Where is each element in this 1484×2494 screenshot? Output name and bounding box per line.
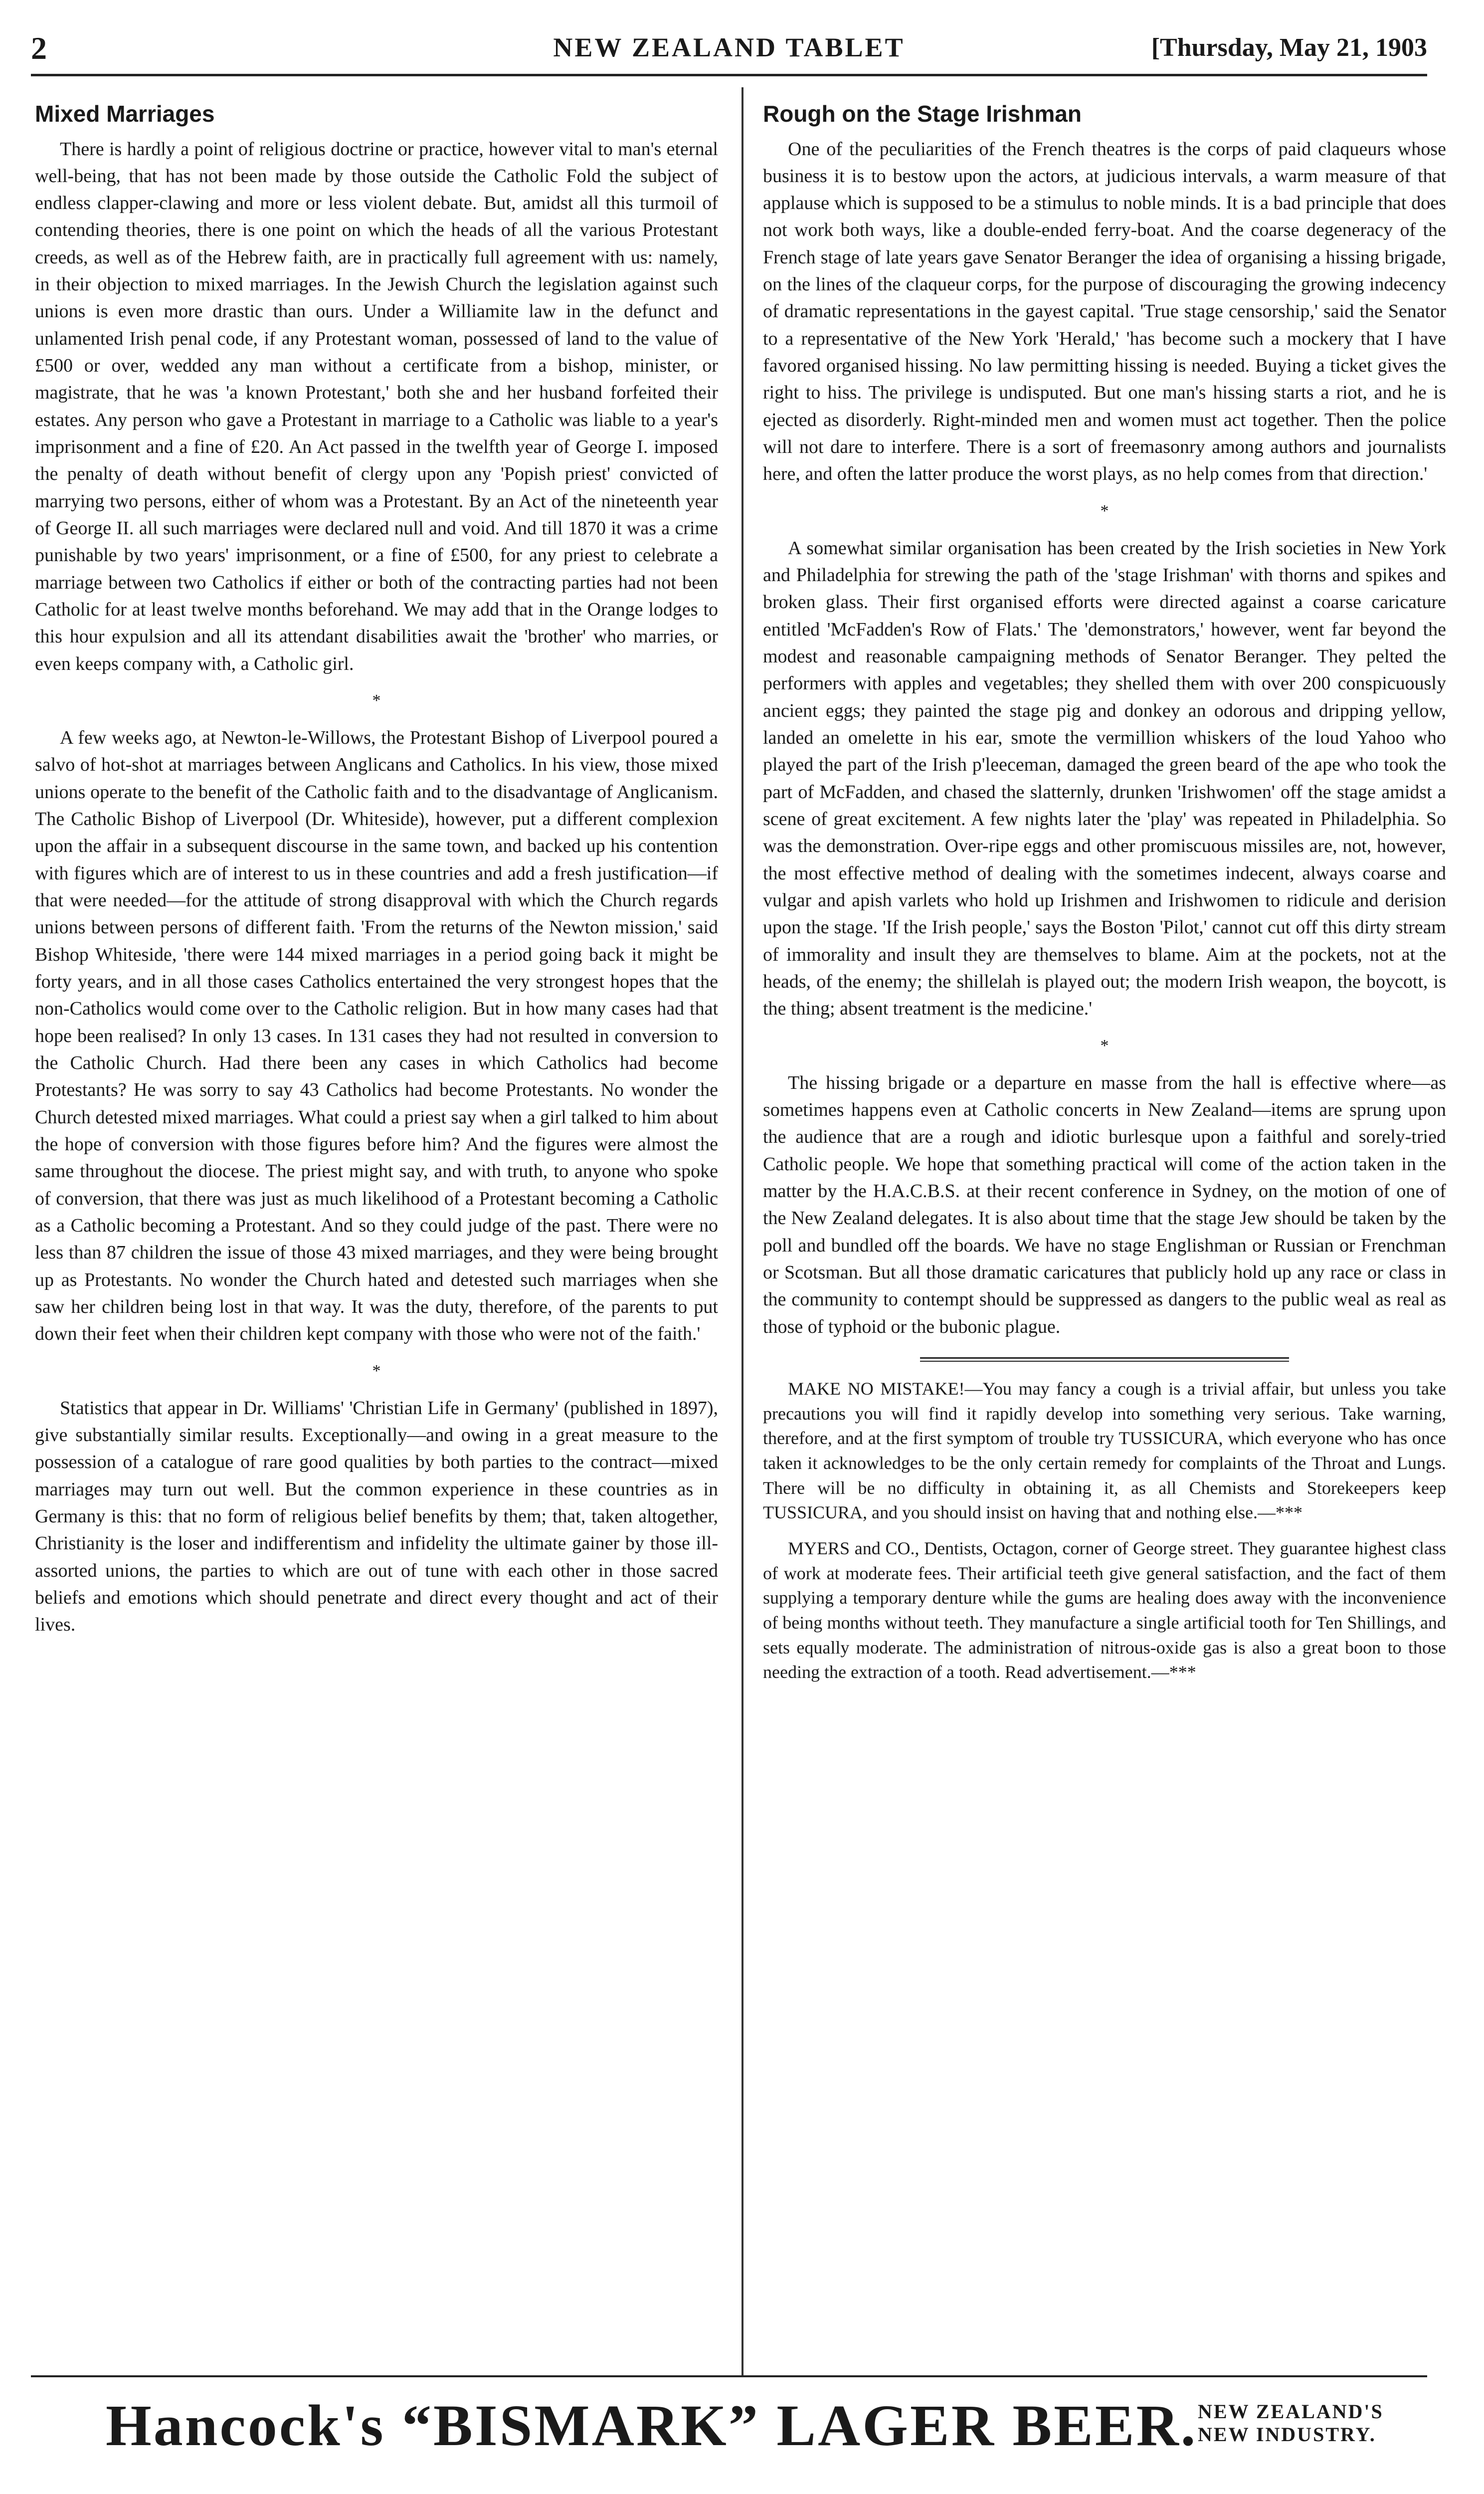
notice-myers-dentists: MYERS and CO., Dentists, Octagon, corner of George street. They guarantee highest class of work at moderate fees. Their artificial teeth give general satisfaction, and the fact of them supplying a temporary denture while the gums are healing does away with the inconvenience of being months without teeth. They manufacture a single artificial tooth for Ten Shillings, and sets equally moderate. The administration of nitrous-oxide gas is also a great boon to those needing the extraction of a tooth. Read advertisement.—*** (763, 1538, 1446, 1682)
footer-rule (31, 2375, 1427, 2377)
column-divider (742, 87, 743, 2377)
issue-date: [Thursday, May 21, 1903 (1151, 33, 1427, 62)
section-ornament: * (1100, 501, 1109, 520)
footer-advertisement (31, 2389, 1427, 2479)
header-rule (31, 74, 1427, 76)
article-paragraph: Statistics that appear in Dr. Williams' 'Christian Life in Germany' (published in 1897), give substantially similar results. Exceptionally—and owing in a great measure to the possession of a catalogue of rare good qualities by both parties to the contract—mixed marriages may turn out well. But the common experience in these countries as in Germany is this: that no form of religious belief benefits by them; that, taken altogether, Christianity is the loser and indifferentism and infidelity the ultimate gainer by those ill-assorted unions, the parties to which are out of tune with each other in those sacred beliefs and emotions which should penetrate and direct every thought and act of their lives. (35, 1397, 718, 1636)
section-ornament: * (1100, 1036, 1109, 1055)
newspaper-title: NEW ZEALAND TABLET (553, 32, 905, 62)
ad-headline: Hancock's “BISMARK” LAGER BEER. (106, 2393, 1198, 2458)
ad-tagline-line2: NEW INDUSTRY. (1198, 2423, 1376, 2446)
notice-separator-rule (920, 1357, 1289, 1362)
article-paragraph: There is hardly a point of religious doctrine or practice, however vital to man's eternal well-being, that has not been made by those outside the Catholic Fold the subject of endless clapper-clawing and more or less violent debate. But, amidst all this turmoil of contending theories, there is one point on which the heads of all the various Protestant creeds, as well as of the Hebrew faith, are in practically full agreement with us: namely, in their objection to mixed marriages. In the Jewish Church the legislation against such unions is even more drastic than ours. Under a Williamite law in the defunct and unlamented Irish penal code, if any Protestant woman, possessed of land to the value of £500 or over, wedded any man without a certificate from a bishop, minister, or magistrate, that he was 'a known Protestant,' both she and her husband forfeited their estates. Any person who gave a Protestant in marriage to a Catholic was liable to a year's imprisonment and a fine of £20. An Act passed in the twelfth year of George I. imposed the penalty of death without benefit of clergy upon any 'Popish priest' convicted of marrying two persons, either of whom was a Protestant. By an Act of the nineteenth year of George II. all such marriages were declared null and void. And till 1870 it was a crime punishable by two years' imprisonment, or a fine of £500, for any priest to celebrate a marriage between two Catholics if either or both of the contracting parties had not been Catholic for at least twelve months beforehand. We may add that in the Orange lodges to this hour expulsion and all its attendant disabilities await the 'brother' who marries, or even keeps company with, a Catholic girl. (35, 138, 718, 674)
article-paragraph: A somewhat similar organisation has been created by the Irish societies in New York and Philadelphia for strewing the path of the 'stage Irishman' with thorns and spikes and broken glass. Their first organised efforts were directed against a coarse caricature entitled 'McFadden's Row of Flats.' The 'demonstrators,' however, went far beyond the modest and reasonable campaigning methods of Senator Beranger. They pelted the performers with apples and vegetables; they shelled them with over 200 conspicuously ancient eggs; they painted the stage pig and donkey an odorous and dripping yellow, landed an omelette in his ear, smote the vermillion whiskers of the loud Yahoo who played the part of the Irish p'leeceman, damaged the green beard of the ape who took the part of McFadden, and chased the slatternly, drunken 'Irishwomen' off the stage amidst a scene of great excitement. A few nights later the 'play' was repeated in Philadelphia. So was the demonstration. Over-ripe eggs and other promiscuous missiles are, not, however, the most effective method of dealing with the sometimes indecent, always coarse and vulgar and apish varlets who hold up Irishmen and Irishwomen to ridicule and derision upon the stage. 'If the Irish people,' says the Boston 'Pilot,' cannot cut off this dirty stream of immorality and insult they are themselves to blame. Aim at the pockets, not at the heads, of the enemy; the shillelah is played out; the modern Irish weapon, the boycott, is the thing; absent treatment is the medicine.' (763, 537, 1446, 1020)
notice-tussicura: MAKE NO MISTAKE!—You may fancy a cough is a trivial affair, but unless you take precautions you will find it rapidly develop into something very serious. Take warning, therefore, and at the first symptom of trouble try TUSSICURA, which everyone who has once taken it acknowledges to be the only certain remedy for complaints of the Throat and Lungs. There will be no difficulty in obtaining it, as all Chemists and Storekeepers keep TUSSICURA, and you should insist on having that and nothing else.—*** (763, 1378, 1446, 1523)
article-paragraph: One of the peculiarities of the French theatres is the corps of paid claqueurs whose business it is to bestow upon the actors, at judicious intervals, a warm measure of that applause which is supposed to be a stimulus to noble minds. It is a bad principle that does not work both ways, like a double-ended ferry-boat. And the coarse degeneracy of the French stage of late years gave Senator Beranger the idea of organising a hissing brigade, on the lines of the claqueur corps, for the purpose of discouraging the growing indecency of dramatic representations in the gayest capital. 'True stage censorship,' said the Senator to a representative of the New York 'Herald,' 'has become such a mockery that I have favored organised hissing. No law permitting hissing is needed. Buying a ticket gives the right to hiss. The privilege is undisputed. But one man's hissing starts a riot, and he is ejected as disorderly. Right-minded men and women must act together. Then the police will not dare to interfere. There is a sort of freemasonry among authors and journalists here, and often the latter produce the worst plays, as no help comes from that direction.' (763, 138, 1446, 485)
ad-tagline-line1: NEW ZEALAND'S (1198, 2400, 1384, 2423)
article-paragraph: A few weeks ago, at Newton-le-Willows, the Protestant Bishop of Liverpool poured a salvo of hot-shot at marriages between Anglicans and Catholics. In his view, those mixed unions operate to the benefit of the Catholic faith and to the disadvantage of Anglicanism. The Catholic Bishop of Liverpool (Dr. Whiteside), however, put a different complexion upon the affair in a subsequent discourse in the same town, and backed up his contention with figures which are of interest to us in these countries and add a fresh justification—if that were needed—for the attitude of strong disapproval with which the Church regards unions between persons of different faith. 'From the returns of the Newton mission,' said Bishop Whiteside, 'there were 144 mixed marriages in a period going back it might be forty years, and in all those cases Catholics entertained the very strongest hopes that the non-Catholics would come over to the Catholic religion. But in how many cases had that hope been realised? In only 13 cases. In 131 cases they had not resulted in conversion to the Catholic Church. Had there been any cases in which Catholics had become Protestants? He was sorry to say 43 Catholics had become Protestants. No wonder the Church detested mixed marriages. What could a priest say when a girl talked to him about the hope of conversion with those figures before him? And the figures were almost the same throughout the diocese. The priest might say, and with truth, to anyone who spoke of conversion, that there was just as much likelihood of a Protestant becoming a Catholic as a Catholic becoming a Protestant. And so they could judge of the past. There were no less than 87 children the issue of those 43 mixed marriages, and they were being brought up as Protestants. No wonder the Church hated and detested such marriages when she saw her children being lost in that way. It was the duty, therefore, of the parents to put down their feet when their children kept company with those who were not of the faith.' (35, 727, 718, 1345)
page-header (31, 30, 1427, 80)
left-column (35, 100, 718, 2369)
ad-tagline (1198, 2400, 1384, 2446)
right-column (763, 100, 1446, 2369)
page-number: 2 (31, 30, 47, 66)
section-ornament: * (372, 1361, 381, 1380)
article-heading-mixed-marriages: Mixed Marriages (35, 101, 215, 127)
section-ornament: * (372, 691, 381, 710)
article-heading-stage-irishman: Rough on the Stage Irishman (763, 101, 1082, 127)
article-paragraph: The hissing brigade or a departure en masse from the hall is effective where—as sometimes happens even at Catholic concerts in New Zealand—items are sprung upon the audience that are a rough and idiotic burlesque upon a faithful and sorely-tried Catholic people. We hope that something practical will come of the action taken in the matter by the H.A.C.B.S. at their recent conference in Sydney, on the motion of one of the New Zealand delegates. It is also about time that the stage Jew should be taken by the poll and bundled off the boards. We have no stage Englishman or Russian or Frenchman or Scotsman. But all those dramatic caricatures that publicly hold up any race or class in the community to contempt should be suppressed as dangers to the public weal as real as those of typhoid or the bubonic plague. (763, 1072, 1446, 1337)
